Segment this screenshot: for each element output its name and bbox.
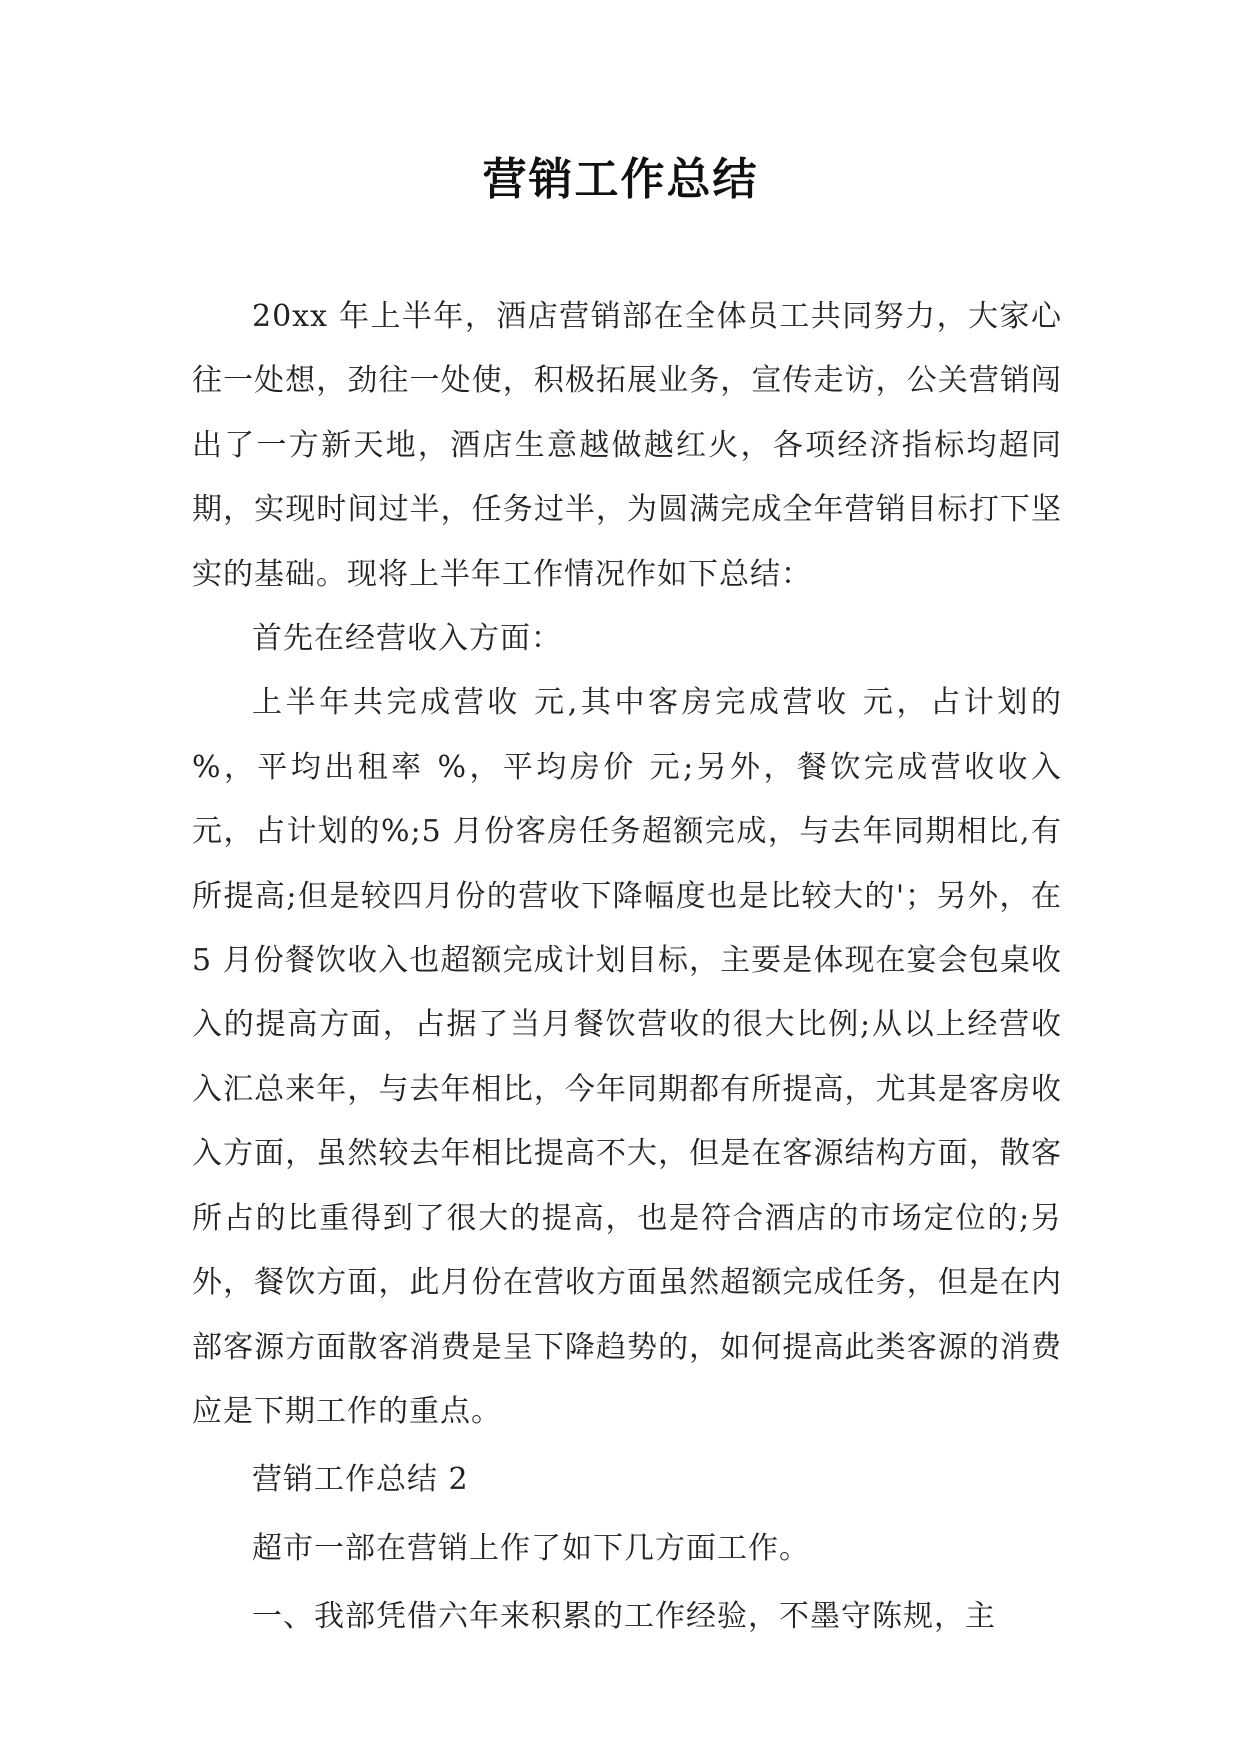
paragraph-revenue-details: 上半年共完成营收 元,其中客房完成营收 元，占计划的 %，平均出租率 %，平均房价 元;另外，餐饮完成营收收入 元，占计划的%;5 月份客房任务超额完成，与去年同期相比,有所提高;但是较四月份的营收下降幅度也是比较大的'；另外，在 5 月份餐饮收入也超额完成计划目标，主要是体现在宴会包桌收入的提高方面，占据了当月餐饮营收的很大比例;从以上经营收入汇总来年，与去年相比，今年同期都有所提高，尤其是客房收入方面，虽然较去年相比提高不大，但是在客源结构方面，散客所占的比重得到了很大的提高，也是符合酒店的市场定位的;另外，餐饮方面，此月份在营收方面虽然超额完成任务，但是在内部客源方面散客消费是呈下降趋势的，如何提高此类客源的消费应是下期工作的重点。 (192, 685, 1062, 1429)
paragraph-item-one: 一、我部凭借六年来积累的工作经验，不墨守陈规，主 (252, 1599, 996, 1635)
document-title: 营销工作总结 (482, 154, 759, 205)
paragraph-intro: 20xx 年上半年，酒店营销部在全体员工共同努力，大家心往一处想，劲往一处使，积极拓展业务，宣传走访，公关营销闯出了一方新天地，酒店生意越做越红火，各项经济指标均超同期，实现时间过半，任务过半，为圆满完成全年营销目标打下坚实的基础。现将上半年工作情况作如下总结： (192, 299, 1062, 592)
paragraph-section-2-title: 营销工作总结 2 (252, 1462, 469, 1498)
paragraph-revenue-heading: 首先在经营收入方面： (252, 621, 562, 657)
paragraph-supermarket-intro: 超市一部在营销上作了如下几方面工作。 (252, 1530, 810, 1566)
document-body (192, 285, 1062, 1650)
